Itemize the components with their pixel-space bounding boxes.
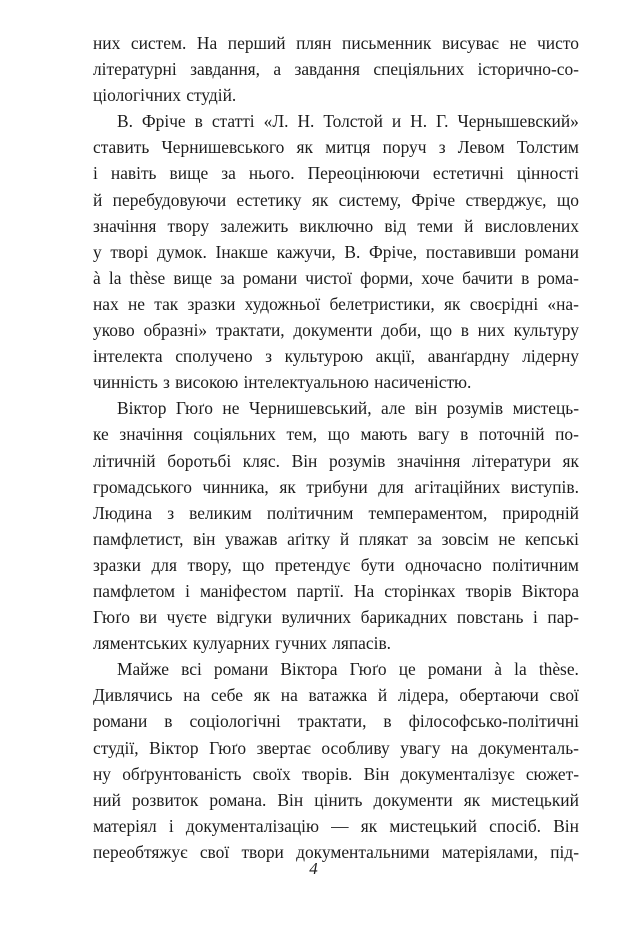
text-line: ну обґрунтованість своїх творів. Він документалізує сюжет- bbox=[93, 763, 579, 784]
body-text bbox=[93, 30, 579, 865]
text-line: значіння твору залежить виключно від теми й висловлених bbox=[93, 215, 579, 236]
text-line: громадського чинника, як трибуни для агітаційних виступів. bbox=[93, 476, 579, 497]
text-line: В. Фріче в статті «Л. Н. Толстой и Н. Г. Чернышевский» bbox=[117, 111, 579, 132]
text-line: ке значіння соціяльних тем, що мають вагу в поточній по- bbox=[93, 424, 579, 445]
text-line: переобтяжує свої твори документальними матеріялами, під- bbox=[93, 841, 579, 862]
text-line: Майже всі романи Віктора Гюґо це романи à la thèse. bbox=[117, 659, 579, 680]
paragraph bbox=[93, 108, 579, 395]
text-line: літературні завдання, а завдання спеціяльних історично-со- bbox=[93, 59, 579, 80]
text-line: à la thèse вище за романи чистої форми, хоче бачити в рома- bbox=[93, 267, 579, 288]
text-line: Віктор Гюґо не Чернишевський, але він розумів мистець- bbox=[117, 398, 579, 419]
text-line: літичній боротьбі кляс. Він розумів значіння літератури як bbox=[93, 450, 579, 471]
text-line: них систем. На перший плян письменник висуває не чисто bbox=[93, 33, 579, 53]
text-line: чинність з високою інтелектуальною насиченістю. bbox=[93, 372, 472, 393]
page-number: 4 bbox=[309, 859, 318, 878]
text-line: зразки для твору, що претендує бути одночасно політичним bbox=[93, 554, 579, 575]
text-line: Людина з великим політичним темпераментом, природній bbox=[93, 502, 579, 523]
text-line: ціологічних студій. bbox=[93, 85, 237, 106]
paragraph bbox=[93, 395, 579, 656]
text-line: й перебудовуючи естетику як систему, Фріче стверджує, що bbox=[93, 189, 579, 210]
text-line: інтелекта сполучено з культурою акції, аванґардну лідерну bbox=[93, 346, 579, 367]
text-line: нах не так зразки художньої белетристики, як своєрідні «на- bbox=[93, 293, 579, 314]
text-line: у творі думок. Інакше кажучи, В. Фріче, поставивши романи bbox=[93, 241, 579, 262]
text-line: матеріял і документалізацію — як мистецький спосіб. Він bbox=[93, 815, 579, 836]
text-line: ний розвиток романа. Він цінить документи як мистецький bbox=[93, 789, 579, 810]
text-line: уково образні» трактати, документи доби, що в них культуру bbox=[93, 320, 579, 341]
paragraph bbox=[93, 30, 579, 108]
text-line: студії, Віктор Гюґо звертає особливу увагу на документаль- bbox=[93, 737, 579, 758]
text-line: ставить Чернишевського як митця поруч з Левом Толстим bbox=[93, 137, 579, 158]
text-line: ляментських кулуарних гучних ляпасів. bbox=[93, 633, 391, 654]
text-line: романи в соціологічні трактати, в філософсько-політичні bbox=[93, 711, 579, 732]
text-line: і навіть вище за нього. Переоцінюючи естетичні цінності bbox=[93, 163, 579, 184]
text-line: Гюґо ви чуєте відгуки вуличних барикадних повстань і пар- bbox=[93, 607, 579, 628]
text-line: памфлетом і маніфестом партії. На сторінках творів Віктора bbox=[93, 580, 579, 601]
text-line: Дивлячись на себе як на ватажка й лідера, обертаючи свої bbox=[93, 685, 579, 706]
text-line: памфлетист, він уважав аґітку й плякат за зовсім не кепські bbox=[93, 528, 579, 549]
paragraph bbox=[93, 656, 579, 865]
